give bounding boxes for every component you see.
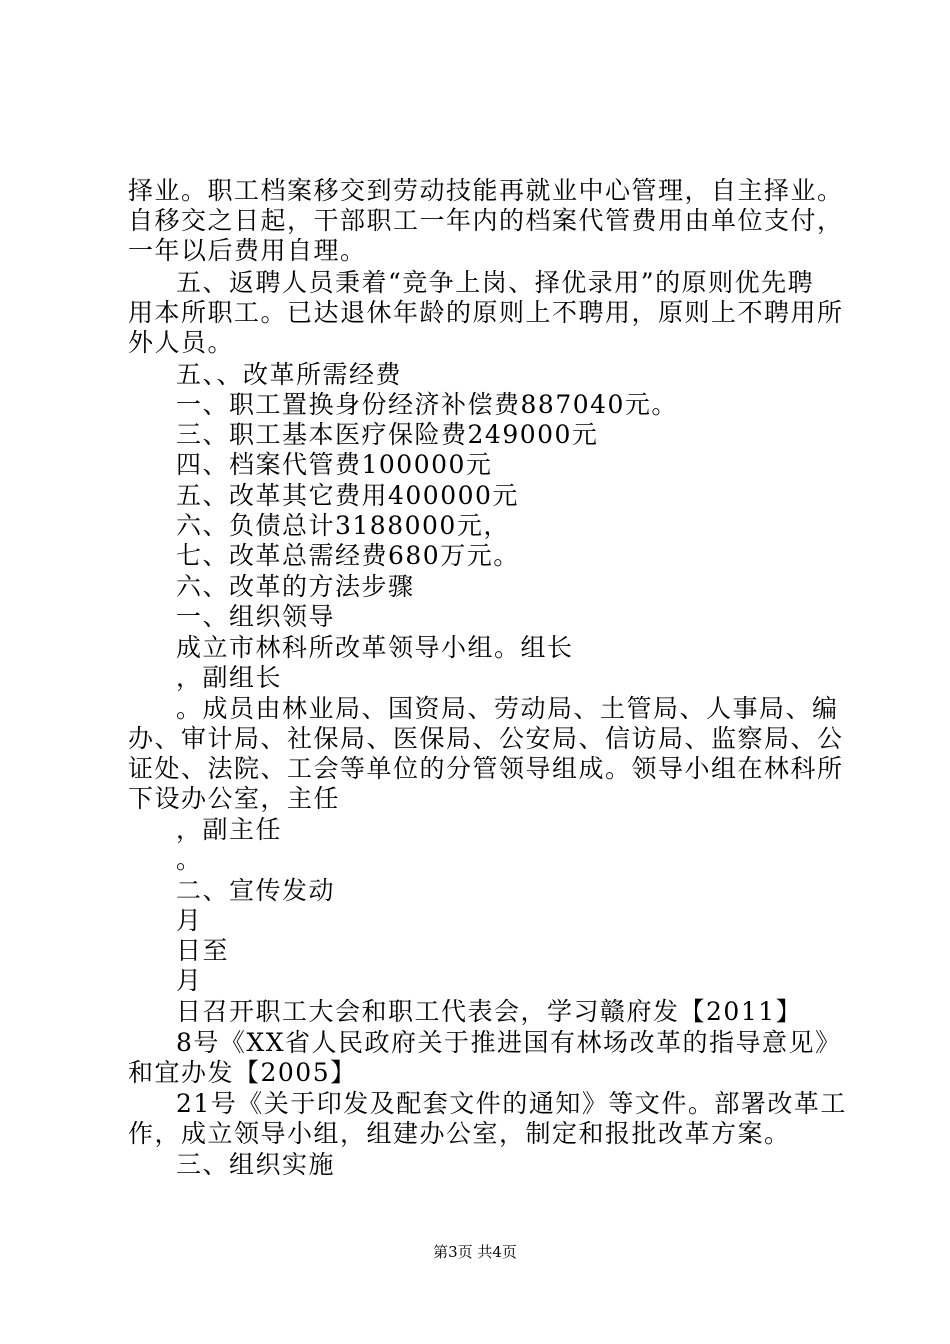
body-text-line: 下设办公室，主任: [128, 784, 341, 813]
page-footer: 第3页 共4页: [433, 1243, 517, 1261]
body-text-line: ，副组长: [176, 663, 283, 692]
body-text-line: 四、档案代管费100000元: [176, 450, 493, 479]
body-text-line: 21号《关于印发及配套文件的通知》等文件。部署改革工: [176, 1089, 847, 1118]
body-text-line: 外人员。: [128, 328, 235, 357]
body-text-line: 自移交之日起，干部职工一年内的档案代管费用由单位支付，: [128, 206, 844, 235]
body-text-line: 择业。职工档案移交到劳动技能再就业中心管理，自主择业。: [128, 176, 844, 205]
body-text-line: 证处、法院、工会等单位的分管领导组成。领导小组在林科所: [128, 754, 844, 783]
body-text-line: 一、职工置换身份经济补偿费887040元。: [176, 390, 678, 419]
body-text-line: 日至: [176, 936, 230, 965]
body-text-line: 。成员由林业局、国资局、劳动局、土管局、人事局、编: [176, 694, 839, 723]
body-text-line: 8号《XX省人民政府关于推进国有林场改革的指导意见》: [176, 1028, 842, 1057]
body-text-line: 办、审计局、社保局、医保局、公安局、信访局、监察局、公: [128, 724, 844, 753]
body-text-line: 三、职工基本医疗保险费249000元: [176, 420, 599, 449]
section-heading: 五、、改革所需经费: [176, 360, 403, 389]
section-heading: 六、改革的方法步骤: [176, 572, 415, 601]
body-text-line: 。: [176, 845, 203, 874]
subsection-heading: 二、宣传发动: [176, 876, 336, 905]
body-text-line: 月: [176, 906, 203, 935]
body-text-line: ，副主任: [176, 815, 283, 844]
body-text-line: 七、改革总需经费680万元。: [176, 541, 520, 570]
body-text-line: 作，成立领导小组，组建办公室，制定和报批改革方案。: [128, 1119, 791, 1148]
body-text-line: 五、改革其它费用400000元: [176, 481, 519, 510]
body-text-line: 六、负债总计3188000元，: [176, 511, 510, 540]
body-text-line: 月: [176, 966, 203, 995]
subsection-heading: 三、组织实施: [176, 1150, 336, 1179]
subsection-heading: 一、组织领导: [176, 602, 336, 631]
body-text-line: 用本所职工。已达退休年龄的原则上不聘用，原则上不聘用所: [128, 298, 844, 327]
body-text-line: 五、返聘人员秉着“竞争上岗、择优录用”的原则优先聘: [176, 268, 815, 297]
body-text-line: 一年以后费用自理。: [128, 236, 367, 265]
body-text-line: 和宜办发【2005】: [128, 1058, 357, 1087]
body-text-line: 日召开职工大会和职工代表会，学习赣府发【2011】: [176, 997, 803, 1026]
body-text-line: 成立市林科所改革领导小组。组长: [176, 633, 574, 662]
